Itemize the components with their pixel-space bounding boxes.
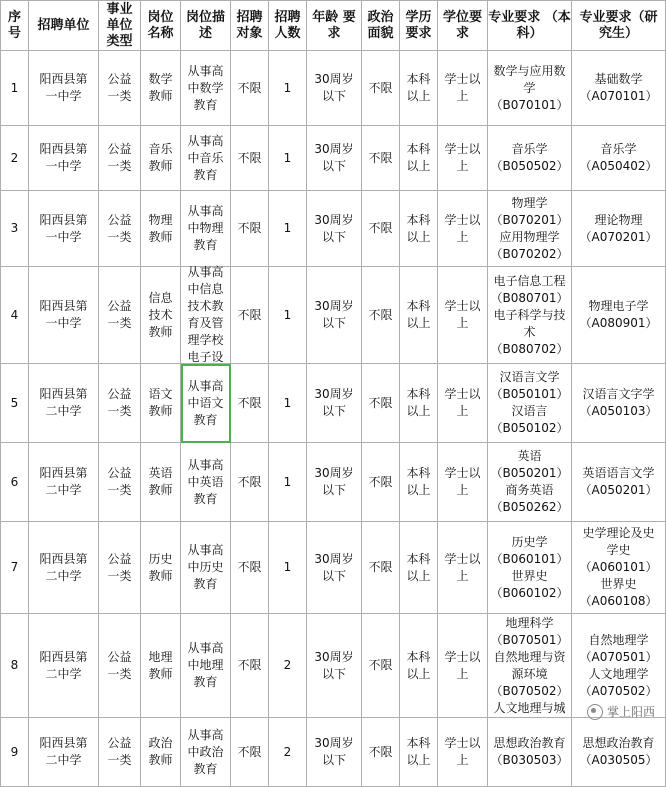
cell-text: 从事高 中英语 教育: [187, 457, 224, 506]
table-cell-desc[interactable]: [181, 614, 231, 718]
cell-text: 不限: [237, 560, 262, 574]
cell-text: 本科 以上: [406, 466, 431, 497]
table-cell-desc[interactable]: [181, 443, 231, 522]
cell-text: 学士以 上: [444, 466, 481, 497]
cell-text: 3: [10, 221, 19, 235]
table-cell-major_yjs[interactable]: [572, 443, 666, 522]
table-cell-major_bk[interactable]: [488, 51, 572, 126]
cell-text: 不限: [368, 744, 393, 759]
table-cell-edu[interactable]: [400, 522, 438, 614]
table-cell-political[interactable]: [362, 191, 400, 267]
cell-text: 英语 教师: [148, 466, 173, 497]
cell-text: 30周岁 以下: [314, 736, 354, 767]
table-cell-degree[interactable]: [438, 267, 488, 364]
table-cell-target[interactable]: [231, 126, 269, 191]
table-cell-major_yjs[interactable]: [572, 267, 666, 364]
cell-text: 历史 教师: [148, 551, 173, 583]
cell-text: 本科 以上: [406, 736, 431, 767]
table-cell-political[interactable]: [362, 267, 400, 364]
cell-text: 学士以 上: [444, 72, 481, 103]
table-cell-desc[interactable]: [181, 126, 231, 191]
table-cell-type[interactable]: [99, 364, 141, 443]
cell-text: 学士以 上: [444, 299, 481, 330]
table-cell-major_bk[interactable]: [488, 364, 572, 443]
cell-text: 电子信息工程 （B080701） 电子科学与技 术 （B080702）: [490, 273, 569, 356]
table-cell-target[interactable]: [231, 718, 269, 787]
table-cell-degree[interactable]: [438, 364, 488, 443]
table-cell-unit[interactable]: [29, 443, 99, 522]
cell-text: 本科 以上: [406, 72, 431, 103]
table-cell-degree[interactable]: [438, 718, 488, 787]
table-cell-post[interactable]: [141, 614, 181, 718]
cell-text: 从事高 中地理 教育: [187, 641, 224, 689]
table-cell-political[interactable]: [362, 522, 400, 614]
cell-text: 7: [10, 560, 19, 574]
table-cell-count[interactable]: [269, 267, 307, 364]
cell-text: 物理学 （B070201） 应用物理学 （B070202）: [490, 195, 569, 261]
table-cell-age[interactable]: [307, 191, 362, 267]
table-cell-unit[interactable]: [29, 126, 99, 191]
cell-text: 公益 一类: [107, 387, 132, 418]
cell-text: 阳西县第 一中学: [39, 142, 88, 173]
cell-text: 1: [283, 307, 292, 322]
cell-text: 语文 教师: [148, 387, 173, 418]
table-row: [1, 443, 666, 522]
table-cell-unit[interactable]: [29, 267, 99, 364]
cell-text: 不限: [237, 744, 262, 759]
header-cell[interactable]: 专业要求（研 究生）: [572, 1, 666, 51]
table-cell-major_bk[interactable]: [488, 191, 572, 267]
table-cell-count[interactable]: [269, 51, 307, 126]
header-cell[interactable]: 岗位 名称: [141, 1, 181, 51]
cell-text: 本科 以上: [406, 142, 431, 173]
table-row: [1, 718, 666, 787]
cell-text: 不限: [368, 307, 393, 322]
cell-text: 公益 一类: [107, 142, 132, 173]
table-cell-degree[interactable]: [438, 614, 488, 718]
table-cell-major_bk[interactable]: [488, 718, 572, 787]
header-cell[interactable]: 招聘 人数: [269, 1, 307, 51]
table-cell-major_yjs[interactable]: [572, 364, 666, 443]
cell-text: 从事高 中历史 教育: [187, 543, 224, 591]
cell-text: 阳西县第 二中学: [39, 649, 88, 681]
table-cell-major_bk[interactable]: [488, 443, 572, 522]
header-cell[interactable]: 学历 要求: [400, 1, 438, 51]
table-cell-political[interactable]: [362, 126, 400, 191]
table-cell-major_bk[interactable]: [488, 522, 572, 614]
cell-text: 本科 以上: [406, 299, 431, 330]
table-cell-post[interactable]: [141, 267, 181, 364]
cell-text: 不限: [368, 395, 393, 410]
cell-text: 从事高 中语文 教育: [187, 378, 224, 427]
header-cell[interactable]: 年龄 要求: [307, 1, 362, 51]
cell-text: 音乐 教师: [148, 142, 173, 173]
cell-text: 不限: [237, 307, 262, 322]
cell-text: 史学理论及史 学史 （A060101） 世界史 （A060108）: [579, 526, 658, 608]
cell-text: 学士以 上: [444, 649, 481, 681]
table-cell-unit[interactable]: [29, 522, 99, 614]
cell-text: 阳西县第 一中学: [39, 72, 88, 103]
cell-text: 30周岁 以下: [314, 466, 354, 497]
cell-text: 英语语言文学 （A050201）: [579, 466, 658, 497]
cell-text: 30周岁 以下: [314, 649, 354, 681]
cell-text: 学士以 上: [444, 212, 481, 244]
cell-text: 5: [10, 395, 19, 410]
cell-text: 1: [10, 80, 19, 95]
table-cell-degree[interactable]: [438, 443, 488, 522]
watermark-text: 掌上阳西: [606, 705, 655, 719]
cell-text: 从事高 中数学 教育: [187, 63, 224, 112]
table-cell-target[interactable]: [231, 191, 269, 267]
cell-text: 从事高 中音乐 教育: [187, 133, 224, 182]
wechat-icon: [587, 704, 603, 720]
table-cell-major_yjs[interactable]: [572, 614, 666, 718]
table-cell-major_yjs[interactable]: [572, 51, 666, 126]
header-cell[interactable]: 事业 单位 类型: [99, 1, 141, 51]
cell-text: 30周岁 以下: [314, 72, 354, 103]
cell-text: 1: [283, 560, 292, 574]
table-cell-post[interactable]: [141, 364, 181, 443]
table-row: [1, 364, 666, 443]
table-cell-desc[interactable]: [181, 522, 231, 614]
table-cell-post[interactable]: [141, 718, 181, 787]
table-cell-type[interactable]: [99, 126, 141, 191]
cell-text: 英语 （B050201） 商务英语 （B050262）: [490, 449, 569, 514]
table-cell-type[interactable]: [99, 443, 141, 522]
cell-text: 物理 教师: [148, 212, 173, 244]
cell-text: 30周岁 以下: [314, 387, 354, 418]
header-cell[interactable]: 专业要求 （本科）: [488, 1, 572, 51]
table-cell-count[interactable]: [269, 364, 307, 443]
table-cell-political[interactable]: [362, 364, 400, 443]
cell-text: 本科 以上: [406, 212, 431, 244]
cell-text: 物理电子学 （A080901）: [579, 299, 658, 330]
table-cell-degree[interactable]: [438, 126, 488, 191]
table-cell-unit[interactable]: [29, 191, 99, 267]
cell-text: 9: [10, 744, 19, 759]
table-cell-unit[interactable]: [29, 614, 99, 718]
table-cell-type[interactable]: [99, 718, 141, 787]
cell-text: 基础数学 （A070101）: [579, 72, 658, 103]
cell-text: 不限: [368, 80, 393, 95]
table-cell-major_bk[interactable]: [488, 267, 572, 364]
cell-text: 阳西县第 一中学: [39, 212, 88, 244]
cell-text: 30周岁 以下: [314, 142, 354, 173]
table-cell-desc[interactable]: [181, 191, 231, 267]
table-cell-count[interactable]: [269, 126, 307, 191]
table-cell-major_yjs[interactable]: [572, 126, 666, 191]
table-cell-degree[interactable]: [438, 522, 488, 614]
cell-text: 1: [283, 474, 292, 489]
table-cell-unit[interactable]: [29, 364, 99, 443]
cell-text: 数学与应用数 学 （B070101）: [490, 63, 569, 112]
cell-text: 不限: [237, 221, 262, 235]
cell-text: 阳西县第 一中学: [39, 299, 88, 330]
cell-text: 公益 一类: [107, 551, 132, 583]
cell-text: 阳西县第 二中学: [39, 551, 88, 583]
header-row: [1, 1, 666, 51]
header-cell[interactable]: 招聘 对象: [231, 1, 269, 51]
table-row: [1, 522, 666, 614]
table-cell-age[interactable]: [307, 443, 362, 522]
cell-text: 1: [283, 80, 292, 95]
table-cell-age[interactable]: [307, 51, 362, 126]
table-cell-target[interactable]: [231, 443, 269, 522]
cell-text: 汉语言文字学 （A050103）: [579, 387, 658, 418]
cell-text: 历史学 （B060101） 世界史 （B060102）: [490, 534, 569, 600]
header-cell[interactable]: 政治 面貌: [362, 1, 400, 51]
table-cell-target[interactable]: [231, 267, 269, 364]
table-cell-political[interactable]: [362, 614, 400, 718]
table-cell-count[interactable]: [269, 443, 307, 522]
cell-text: 阳西县第 二中学: [39, 387, 88, 418]
cell-text: 6: [10, 474, 19, 489]
cell-text: 2: [283, 744, 292, 759]
cell-text: 思想政治教育 （B030503）: [490, 736, 569, 767]
table-cell-edu[interactable]: [400, 51, 438, 126]
table-cell-degree[interactable]: [438, 191, 488, 267]
table-cell-major_bk[interactable]: [488, 126, 572, 191]
table-cell-count[interactable]: [269, 522, 307, 614]
cell-text: 本科 以上: [406, 551, 431, 583]
table-cell-no[interactable]: [1, 364, 29, 443]
table-cell-unit[interactable]: [29, 51, 99, 126]
table-cell-type[interactable]: [99, 614, 141, 718]
cell-text: 阳西县第 二中学: [39, 466, 88, 497]
table-cell-edu[interactable]: [400, 191, 438, 267]
cell-text: 从事高 中政治 教育: [187, 727, 224, 776]
table-cell-target[interactable]: [231, 614, 269, 718]
cell-text: 公益 一类: [107, 299, 132, 330]
table-cell-target[interactable]: [231, 51, 269, 126]
table-cell-edu[interactable]: [400, 614, 438, 718]
table-row: [1, 267, 666, 364]
table-cell-post[interactable]: [141, 126, 181, 191]
table-cell-degree[interactable]: [438, 51, 488, 126]
cell-text: 1: [283, 221, 292, 235]
cell-text: 思想政治教育 （A030505）: [579, 736, 658, 767]
table-cell-post[interactable]: [141, 191, 181, 267]
table-cell-age[interactable]: [307, 267, 362, 364]
table-cell-post[interactable]: [141, 522, 181, 614]
cell-text: 不限: [237, 395, 262, 410]
cell-text: 公益 一类: [107, 212, 132, 244]
cell-text: 不限: [368, 560, 393, 574]
cell-text: 地理科学 （B070501） 自然地理与资 源环境 （B070502） 人文地理与城: [490, 615, 569, 715]
cell-text: 学士以 上: [444, 551, 481, 583]
table-cell-no[interactable]: [1, 191, 29, 267]
table-cell-age[interactable]: [307, 718, 362, 787]
table-cell-age[interactable]: [307, 126, 362, 191]
cell-text: 1: [283, 150, 292, 165]
cell-text: 从事高 中信息 技术教 育及管 理学校 电子设: [187, 265, 224, 364]
table-cell-political[interactable]: [362, 51, 400, 126]
cell-text: 不限: [368, 221, 393, 235]
header-cell[interactable]: 岗位描 述: [181, 1, 231, 51]
table-cell-no[interactable]: [1, 126, 29, 191]
table-cell-age[interactable]: [307, 522, 362, 614]
cell-text: 学士以 上: [444, 387, 481, 418]
table-cell-age[interactable]: [307, 614, 362, 718]
cell-text: 地理 教师: [148, 649, 173, 681]
table-cell-edu[interactable]: [400, 364, 438, 443]
cell-text: 30周岁 以下: [314, 551, 354, 583]
table-row: [1, 614, 666, 718]
table-cell-edu[interactable]: [400, 718, 438, 787]
table-cell-desc[interactable]: [181, 51, 231, 126]
header-cell[interactable]: 学位要求: [438, 1, 488, 51]
table-cell-type[interactable]: [99, 51, 141, 126]
cell-text: 30周岁 以下: [314, 212, 354, 244]
table-cell-major_bk[interactable]: [488, 614, 572, 718]
table-cell-count[interactable]: [269, 191, 307, 267]
cell-text: 政治 教师: [148, 736, 173, 767]
table-cell-edu[interactable]: [400, 443, 438, 522]
cell-text: 不限: [237, 474, 262, 489]
cell-text: 汉语言文学 （B050101） 汉语言 （B050102）: [490, 370, 569, 435]
cell-text: 2: [10, 150, 19, 165]
table-cell-edu[interactable]: [400, 267, 438, 364]
cell-text: 学士以 上: [444, 142, 481, 173]
cell-text: 不限: [368, 150, 393, 165]
cell-text: 数学 教师: [148, 72, 173, 103]
cell-text: 不限: [237, 150, 262, 165]
table-cell-no[interactable]: [1, 614, 29, 718]
table-cell-count[interactable]: [269, 614, 307, 718]
cell-text: 30周岁 以下: [314, 299, 354, 330]
header-cell[interactable]: 招聘单位: [29, 1, 99, 51]
cell-text: 从事高 中物理 教育: [187, 204, 224, 252]
table-cell-political[interactable]: [362, 718, 400, 787]
table-cell-major_yjs[interactable]: [572, 718, 666, 787]
table-cell-no[interactable]: [1, 522, 29, 614]
table-cell-target[interactable]: [231, 522, 269, 614]
table-cell-no[interactable]: [1, 443, 29, 522]
cell-text: 不限: [368, 658, 393, 672]
cell-text: 本科 以上: [406, 387, 431, 418]
table-cell-post[interactable]: [141, 443, 181, 522]
header-cell[interactable]: 序 号: [1, 1, 29, 51]
table-cell-desc[interactable]: [181, 267, 231, 364]
table-cell-unit[interactable]: [29, 718, 99, 787]
cell-text: 理论物理 （A070201）: [579, 212, 658, 244]
cell-text: 不限: [368, 474, 393, 489]
table-cell-post[interactable]: [141, 51, 181, 126]
table-cell-type[interactable]: [99, 522, 141, 614]
table-cell-political[interactable]: [362, 443, 400, 522]
cell-text: 公益 一类: [107, 649, 132, 681]
table-cell-major_yjs[interactable]: [572, 522, 666, 614]
table-cell-desc[interactable]: [181, 364, 231, 443]
table-cell-no[interactable]: [1, 718, 29, 787]
cell-text: 公益 一类: [107, 466, 132, 497]
table-cell-type[interactable]: [99, 267, 141, 364]
table-cell-edu[interactable]: [400, 126, 438, 191]
table-cell-no[interactable]: [1, 267, 29, 364]
table-row: [1, 51, 666, 126]
table-cell-type[interactable]: [99, 191, 141, 267]
table-cell-age[interactable]: [307, 364, 362, 443]
table-cell-major_yjs[interactable]: [572, 191, 666, 267]
cell-text: 音乐学 （A050402）: [579, 142, 658, 173]
cell-text: 2: [283, 658, 292, 672]
cell-text: 1: [283, 395, 292, 410]
cell-text: 阳西县第 二中学: [39, 736, 88, 767]
cell-text: 信息 技术 教师: [148, 290, 173, 339]
table-cell-target[interactable]: [231, 364, 269, 443]
cell-text: 自然地理学 （A070501） 人文地理学 （A070502）: [579, 632, 658, 698]
cell-text: 不限: [237, 80, 262, 95]
table-row: [1, 126, 666, 191]
watermark: [587, 703, 655, 720]
table-row: [1, 191, 666, 267]
cell-text: 学士以 上: [444, 736, 481, 767]
cell-text: 公益 一类: [107, 72, 132, 103]
table-cell-no[interactable]: [1, 51, 29, 126]
cell-text: 公益 一类: [107, 736, 132, 767]
table-cell-count[interactable]: [269, 718, 307, 787]
cell-text: 音乐学 （B050502）: [490, 142, 569, 173]
cell-text: 本科 以上: [406, 649, 431, 681]
cell-text: 8: [10, 658, 19, 672]
cell-text: 不限: [237, 658, 262, 672]
table-cell-desc[interactable]: [181, 718, 231, 787]
cell-text: 4: [10, 307, 19, 322]
